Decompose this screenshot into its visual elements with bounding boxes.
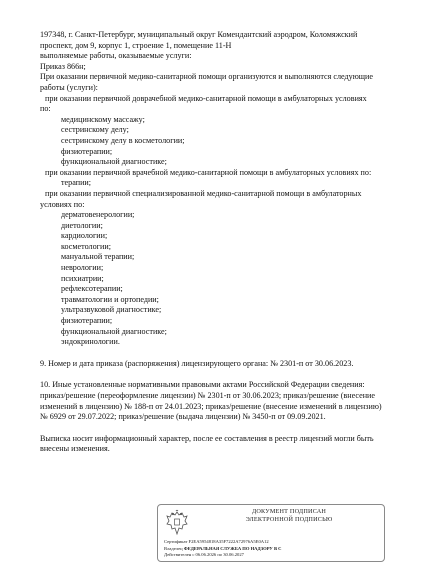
- stamp-title: [204, 508, 374, 524]
- section-9-order: 9. Номер и дата приказа (распоряжения) лицензирующего органа: № 2301-п от 30.06.2023.: [40, 358, 354, 368]
- document-line: физиотерапии;: [61, 146, 113, 156]
- certificate-number: Сертификат F2EA5954818A35F7222A72976A5E0A12: [164, 539, 269, 544]
- document-line: При оказании первичной медико-санитарной помощи организуются и выполняются следующие: [40, 72, 374, 82]
- document-line: неврологии;: [61, 263, 104, 273]
- document-line: функциональной диагностике;: [61, 326, 167, 336]
- document-line: выполняемые работы, оказываемые услуги:: [40, 51, 192, 61]
- disclaimer-note: [40, 434, 410, 455]
- document-line: функциональной диагностике;: [61, 157, 167, 167]
- document-line: ультразвуковой диагностике;: [61, 305, 162, 315]
- section-10-line: приказ/решение (переоформление лицензии) № 2301-п от 30.06.2023; приказ/решение (внесение: [40, 391, 376, 400]
- coat-of-arms-icon: [164, 509, 190, 537]
- owner-label: Владелец: [164, 545, 183, 551]
- document-line: косметологии;: [61, 241, 111, 251]
- document-line: мануальной терапии;: [61, 252, 135, 262]
- document-line: рефлексотерапии;: [61, 284, 123, 294]
- document-line: эндокринологии.: [61, 337, 120, 347]
- document-line: при оказании первичной врачебной медико-санитарной помощи в амбулаторных условиях по:: [45, 167, 372, 177]
- note-line: внесены изменения.: [40, 444, 110, 454]
- stamp-title-line: ЭЛЕКТРОННОЙ ПОДПИСЬЮ: [245, 516, 333, 523]
- certificate-validity: Действителен с 06.06.2026 по 30.06.2027: [164, 552, 244, 558]
- document-line: 197348, г. Санкт-Петербург, муниципальный округ Комендантский аэродром, Коломяжский: [40, 30, 358, 39]
- document-line: травматологии и ортопедии;: [61, 294, 159, 304]
- document-line: проспект, дом 9, корпус 1, строение 1, помещение 11-Н: [40, 40, 232, 50]
- document-line: сестринскому делу в косметологии;: [61, 135, 185, 145]
- section-10-line: изменений в лицензию) № 188-п от 24.01.2023; приказ/решение (внесение изменений в лицензию): [40, 401, 382, 411]
- document-line: психиатрии;: [61, 273, 104, 283]
- document-line: сестринскому делу;: [61, 125, 129, 135]
- document-line: работы (услуги):: [40, 82, 98, 92]
- document-line: при оказании первичной специализированной медико-санитарной помощи в амбулаторных: [45, 188, 362, 198]
- document-line: Приказ 866н;: [40, 61, 86, 71]
- document-line: кардиологии;: [61, 231, 108, 241]
- section-10-other-info: [40, 380, 410, 422]
- stamp-title-line: ДОКУМЕНТ ПОДПИСАН: [251, 508, 327, 515]
- document-line: медицинскому массажу;: [61, 114, 145, 124]
- document-line: диетологии;: [61, 220, 103, 230]
- stamp-details: [164, 539, 382, 559]
- document-line: при оказании первичной доврачебной медико-санитарной помощи в амбулаторных условиях: [45, 93, 367, 103]
- activity-list: [40, 30, 410, 348]
- owner-name: ФЕДЕРАЛЬНАЯ СЛУЖБА ПО НАДЗОРУ В С: [183, 545, 282, 551]
- section-10-line: 10. Иные установленные нормативными правовыми актами Российской Федерации сведения:: [40, 380, 365, 390]
- document-line: терапии;: [61, 178, 92, 188]
- certificate-owner: [164, 546, 382, 553]
- document-line: условиях по:: [40, 199, 85, 209]
- document-line: физиотерапии;: [61, 316, 113, 326]
- section-10-line: № 6929 от 29.07.2022; приказ/решение (выдача лицензии) № 3450-п от 09.09.2021.: [40, 412, 326, 422]
- document-line: по:: [40, 104, 51, 114]
- electronic-signature-stamp: [157, 504, 385, 562]
- note-line: Выписка носит информационный характер, после ее составления в реестр лицензий могли быть: [40, 433, 374, 443]
- document-line: дерматовенерологии;: [61, 210, 135, 220]
- document-body: [40, 30, 410, 455]
